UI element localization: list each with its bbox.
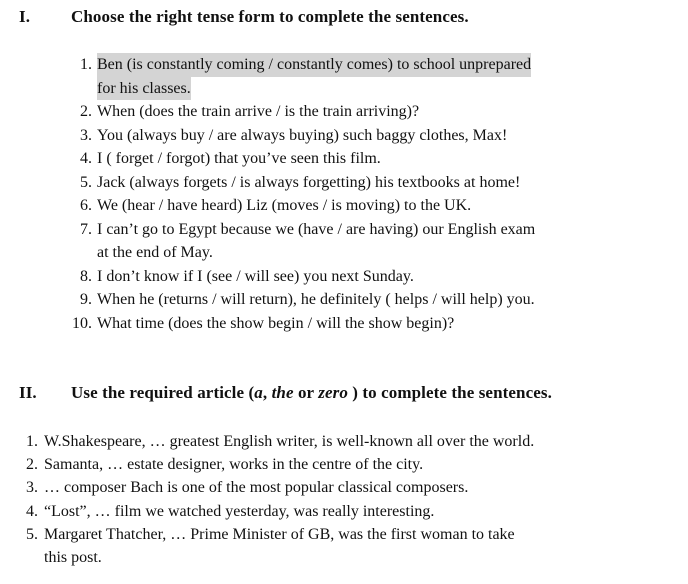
- section-1-title: Choose the right tense form to complete the sentences.: [71, 7, 469, 26]
- item-text: [97, 194, 471, 218]
- item-number: 1.: [80, 56, 92, 73]
- item-number: 4.: [26, 502, 38, 520]
- item-number: 8.: [80, 267, 92, 285]
- item-text: [97, 265, 414, 289]
- item-number: 3.: [26, 479, 38, 497]
- item-text: [97, 288, 535, 312]
- section-2-title: Use the required article (a, the or zero ) to complete the sentences.: [71, 383, 552, 402]
- item-text: [97, 53, 531, 100]
- item-text: [44, 523, 515, 570]
- section-2-heading: [0, 383, 688, 407]
- item-line: I ( forget / forgot) that you’ve seen this film.: [97, 150, 381, 167]
- section-1-number: I.: [19, 7, 31, 26]
- item-text: [44, 453, 423, 477]
- section-1-heading: [0, 7, 688, 31]
- item-line: We (hear / have heard) Liz (moves / is moving) to the UK.: [97, 197, 472, 214]
- item-text: [97, 171, 520, 195]
- item-line: When (does the train arrive / is the train arriving)?: [97, 103, 420, 120]
- item-line: I don’t know if I (see / will see) you next Sunday.: [97, 267, 414, 285]
- item-line: Ben (is constantly coming / constantly comes) to school unprepared: [97, 53, 531, 77]
- item-line: Samanta, … estate designer, works in the centre of the city.: [44, 456, 424, 474]
- item-line: this post.: [44, 549, 102, 567]
- item-line: You (always buy / are always buying) such baggy clothes, Max!: [97, 126, 508, 144]
- item-number: 3.: [80, 126, 92, 144]
- item-number: 10.: [72, 314, 92, 332]
- item-text: [97, 218, 535, 265]
- item-text: [97, 312, 454, 336]
- item-line: “Lost”, … film we watched yesterday, was really interesting.: [44, 502, 435, 520]
- item-number: 9.: [80, 291, 92, 308]
- item-line: I can’t go to Egypt because we (have / are having) our English exam: [97, 220, 536, 238]
- item-number: 7.: [80, 220, 92, 238]
- item-text: [44, 430, 534, 454]
- item-number: 5.: [26, 525, 38, 543]
- item-line: What time (does the show begin / will the show begin)?: [97, 314, 455, 332]
- item-line: W.Shakespeare, … greatest English writer, is well-known all over the world.: [44, 433, 535, 450]
- item-number: 4.: [80, 150, 92, 167]
- item-number: 1.: [26, 433, 38, 450]
- item-number: 2.: [80, 103, 92, 120]
- item-number: 2.: [26, 456, 38, 474]
- item-line: Margaret Thatcher, … Prime Minister of GB, was the first woman to take: [44, 525, 515, 543]
- item-text: [97, 100, 419, 124]
- item-text: [44, 476, 468, 500]
- item-line: Jack (always forgets / is always forgetting) his textbooks at home!: [97, 173, 521, 191]
- item-text: [97, 147, 381, 171]
- item-line: … composer Bach is one of the most popular classical composers.: [44, 479, 469, 497]
- item-line: When he (returns / will return), he definitely ( helps / will help) you.: [97, 291, 535, 308]
- item-number: 5.: [80, 173, 92, 191]
- item-line: for his classes.: [97, 77, 191, 101]
- item-text: [44, 500, 434, 524]
- item-number: 6.: [80, 197, 92, 214]
- item-line: at the end of May.: [97, 244, 213, 261]
- section-2-number: II.: [19, 383, 37, 402]
- item-text: [97, 124, 507, 148]
